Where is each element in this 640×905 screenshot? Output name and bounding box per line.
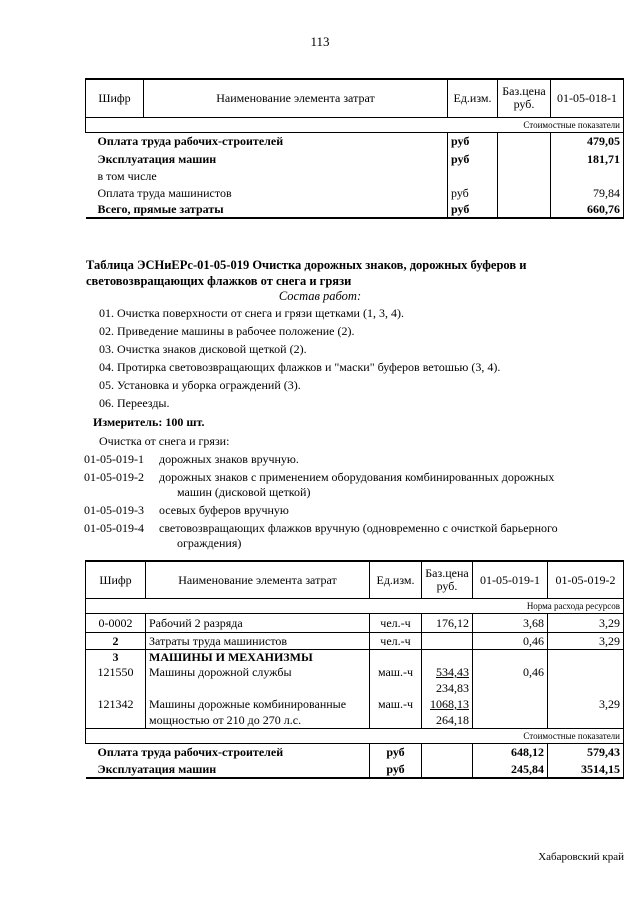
table1-header-name: Наименование элемента затрат: [144, 79, 448, 117]
item-code: 01-05-019-3: [84, 503, 144, 517]
item-code: 01-05-019-1: [84, 452, 144, 466]
table2-row: [86, 712, 624, 728]
footer-region: Хабаровский край: [538, 851, 624, 863]
cost-table-1: [85, 78, 624, 219]
table1-row-value: 181,71: [551, 150, 624, 167]
table2-cost-v1: 245,84: [473, 761, 548, 778]
table1-row: [86, 201, 624, 218]
item-code: 01-05-019-2: [84, 470, 144, 484]
table2-row-name: МАШИНЫ И МЕХАНИЗМЫ: [146, 649, 370, 664]
item-text: дорожных знаков вручную.: [159, 452, 299, 466]
table2-cost-v2: 579,43: [548, 743, 624, 761]
work-item: 02. Приведение машины в рабочее положение (2).: [99, 324, 355, 338]
work-item: 03. Очистка знаков дисковой щеткой (2).: [99, 342, 307, 356]
table2-header-col1: 01-05-019-1: [473, 561, 548, 598]
table2-subheader-norm: Норма расхода ресурсов: [86, 598, 624, 613]
table2-subheader-row: [86, 728, 624, 743]
section-title: [86, 257, 526, 289]
item-text: дорожных знаков с применением оборудования комбинированных дорожных: [159, 470, 555, 484]
table1-row: [86, 184, 624, 201]
table1-row-name: Оплата труда рабочих-строителей: [97, 134, 284, 149]
item-text-cont: ограждения): [177, 536, 242, 550]
table2-row-v1: 0,46: [473, 632, 548, 649]
composition-heading: Состав работ:: [278, 289, 362, 303]
table2-header-row: [86, 561, 624, 598]
table2-row-price: 176,12: [422, 613, 473, 632]
item-code: 01-05-019-4: [84, 521, 144, 535]
table2-row-code: 121550: [86, 664, 146, 680]
table1-header-col1: 01-05-018-1: [551, 79, 624, 117]
table2-row-code: 3: [86, 649, 146, 664]
table1-row-unit: руб: [448, 132, 498, 150]
item-text: осевых буферов вручную: [159, 503, 289, 517]
work-item: 01. Очистка поверхности от снега и грязи щетками (1, 3, 4).: [99, 306, 404, 320]
work-item: 06. Переезды.: [99, 396, 170, 410]
table2-row-name: Рабочий 2 разряда: [146, 613, 370, 632]
table1-header-unit: Ед.изм.: [448, 79, 498, 117]
table2-cost-v1: 648,12: [473, 743, 548, 761]
table2-row-unit: маш.-ч: [370, 664, 422, 680]
table2-subheader-row: [86, 598, 624, 613]
table2-row-name: Машины дорожные комбинированные: [146, 696, 370, 712]
table1-row-name: в том числе: [97, 168, 157, 183]
table2-row: [86, 696, 624, 712]
table2-row-v1: [473, 696, 548, 712]
item-text-cont: машин (дисковой щеткой): [177, 485, 311, 499]
table2-row-unit: чел.-ч: [370, 632, 422, 649]
table1-row-name: Всего, прямые затраты: [86, 201, 448, 218]
meter-label: Измеритель: 100 шт.: [93, 415, 205, 429]
table1-row-value: 660,76: [551, 201, 624, 218]
table2-row-v2: 3,29: [548, 613, 624, 632]
table1-row-name: Оплата труда машинистов: [97, 185, 232, 200]
table2-row: [86, 649, 624, 664]
table2-row-v1: 0,46: [473, 664, 548, 680]
table2-header-price: Баз.цена руб.: [422, 561, 473, 598]
table2-header-code: Шифр: [86, 561, 146, 598]
table2-header-col2: 01-05-019-2: [548, 561, 624, 598]
table2-cost-row: [86, 761, 624, 778]
table2-row-code: 121342: [86, 696, 146, 712]
table2-row-price2: 264,18: [422, 712, 473, 728]
table2-header-unit: Ед.изм.: [370, 561, 422, 598]
cleaning-heading: Очистка от снега и грязи:: [99, 434, 230, 448]
table2-row-code: 0-0002: [86, 613, 146, 632]
section-title-line2: световозвращающих флажков от снега и грязи: [86, 274, 352, 288]
table2-cost-name: Эксплуатация машин: [86, 761, 370, 778]
table1-row-unit: руб: [448, 184, 498, 201]
table2-cost-row: [86, 743, 624, 761]
table1-subheader-row: [86, 117, 624, 132]
table2-cost-name: Оплата труда рабочих-строителей: [97, 745, 284, 760]
table2-cost-v2: 3514,15: [548, 761, 624, 778]
table1-row: [86, 150, 624, 167]
table2-row: [86, 664, 624, 680]
table1-subheader: Стоимостные показатели: [86, 117, 624, 132]
table2-row-v2: [548, 664, 624, 680]
table2-cost-unit: руб: [370, 761, 422, 778]
table1-header-code: Шифр: [86, 79, 144, 117]
table2-row-v2: 3,29: [548, 632, 624, 649]
page-number: 113: [310, 34, 330, 49]
table1-row-unit: руб: [448, 201, 498, 218]
table1-header-row: [86, 79, 624, 117]
table2-row-price: 534,43: [422, 664, 473, 680]
table2-cost-unit: руб: [370, 743, 422, 761]
table1-row-name: Эксплуатация машин: [97, 151, 217, 166]
item-text: световозвращающих флажков вручную (одновременно с очисткой барьерного: [159, 521, 558, 535]
table2-row-price: [422, 632, 473, 649]
table2-row-v2: 3,29: [548, 696, 624, 712]
table2-row-price2: 234,83: [422, 680, 473, 696]
table2-row-price: 1068,13: [422, 696, 473, 712]
work-item: 05. Установка и уборка ограждений (3).: [99, 378, 301, 392]
table1-row: [86, 167, 624, 184]
table2-row-code: 2: [86, 632, 146, 649]
table2-row-v1: 3,68: [473, 613, 548, 632]
table2-row-unit: чел.-ч: [370, 613, 422, 632]
table2-header-name: Наименование элемента затрат: [146, 561, 370, 598]
table1-row-value: 479,05: [551, 132, 624, 150]
section-title-line1: Таблица ЭСНиЕРс-01-05-019 Очистка дорожных знаков, дорожных буферов и: [86, 258, 527, 272]
table2-row-unit: маш.-ч: [370, 696, 422, 712]
table1-row-value: 79,84: [551, 184, 624, 201]
table2-row-name: Машины дорожной службы: [146, 664, 370, 680]
table2-row: [86, 632, 624, 649]
table1-row-unit: руб: [448, 150, 498, 167]
table2-row: [86, 613, 624, 632]
table2-row-name2: мощностью от 210 до 270 л.с.: [146, 712, 370, 728]
table2-row-name: Затраты труда машинистов: [146, 632, 370, 649]
work-item: 04. Протирка световозвращающих флажков и "маски" буферов ветошью (3, 4).: [99, 360, 501, 374]
table1-header-price: Баз.цена руб.: [498, 79, 551, 117]
table1-row: [86, 132, 624, 150]
resource-table-2: [85, 560, 624, 779]
table2-subheader-cost: Стоимостные показатели: [86, 728, 624, 743]
table2-row: [86, 680, 624, 696]
